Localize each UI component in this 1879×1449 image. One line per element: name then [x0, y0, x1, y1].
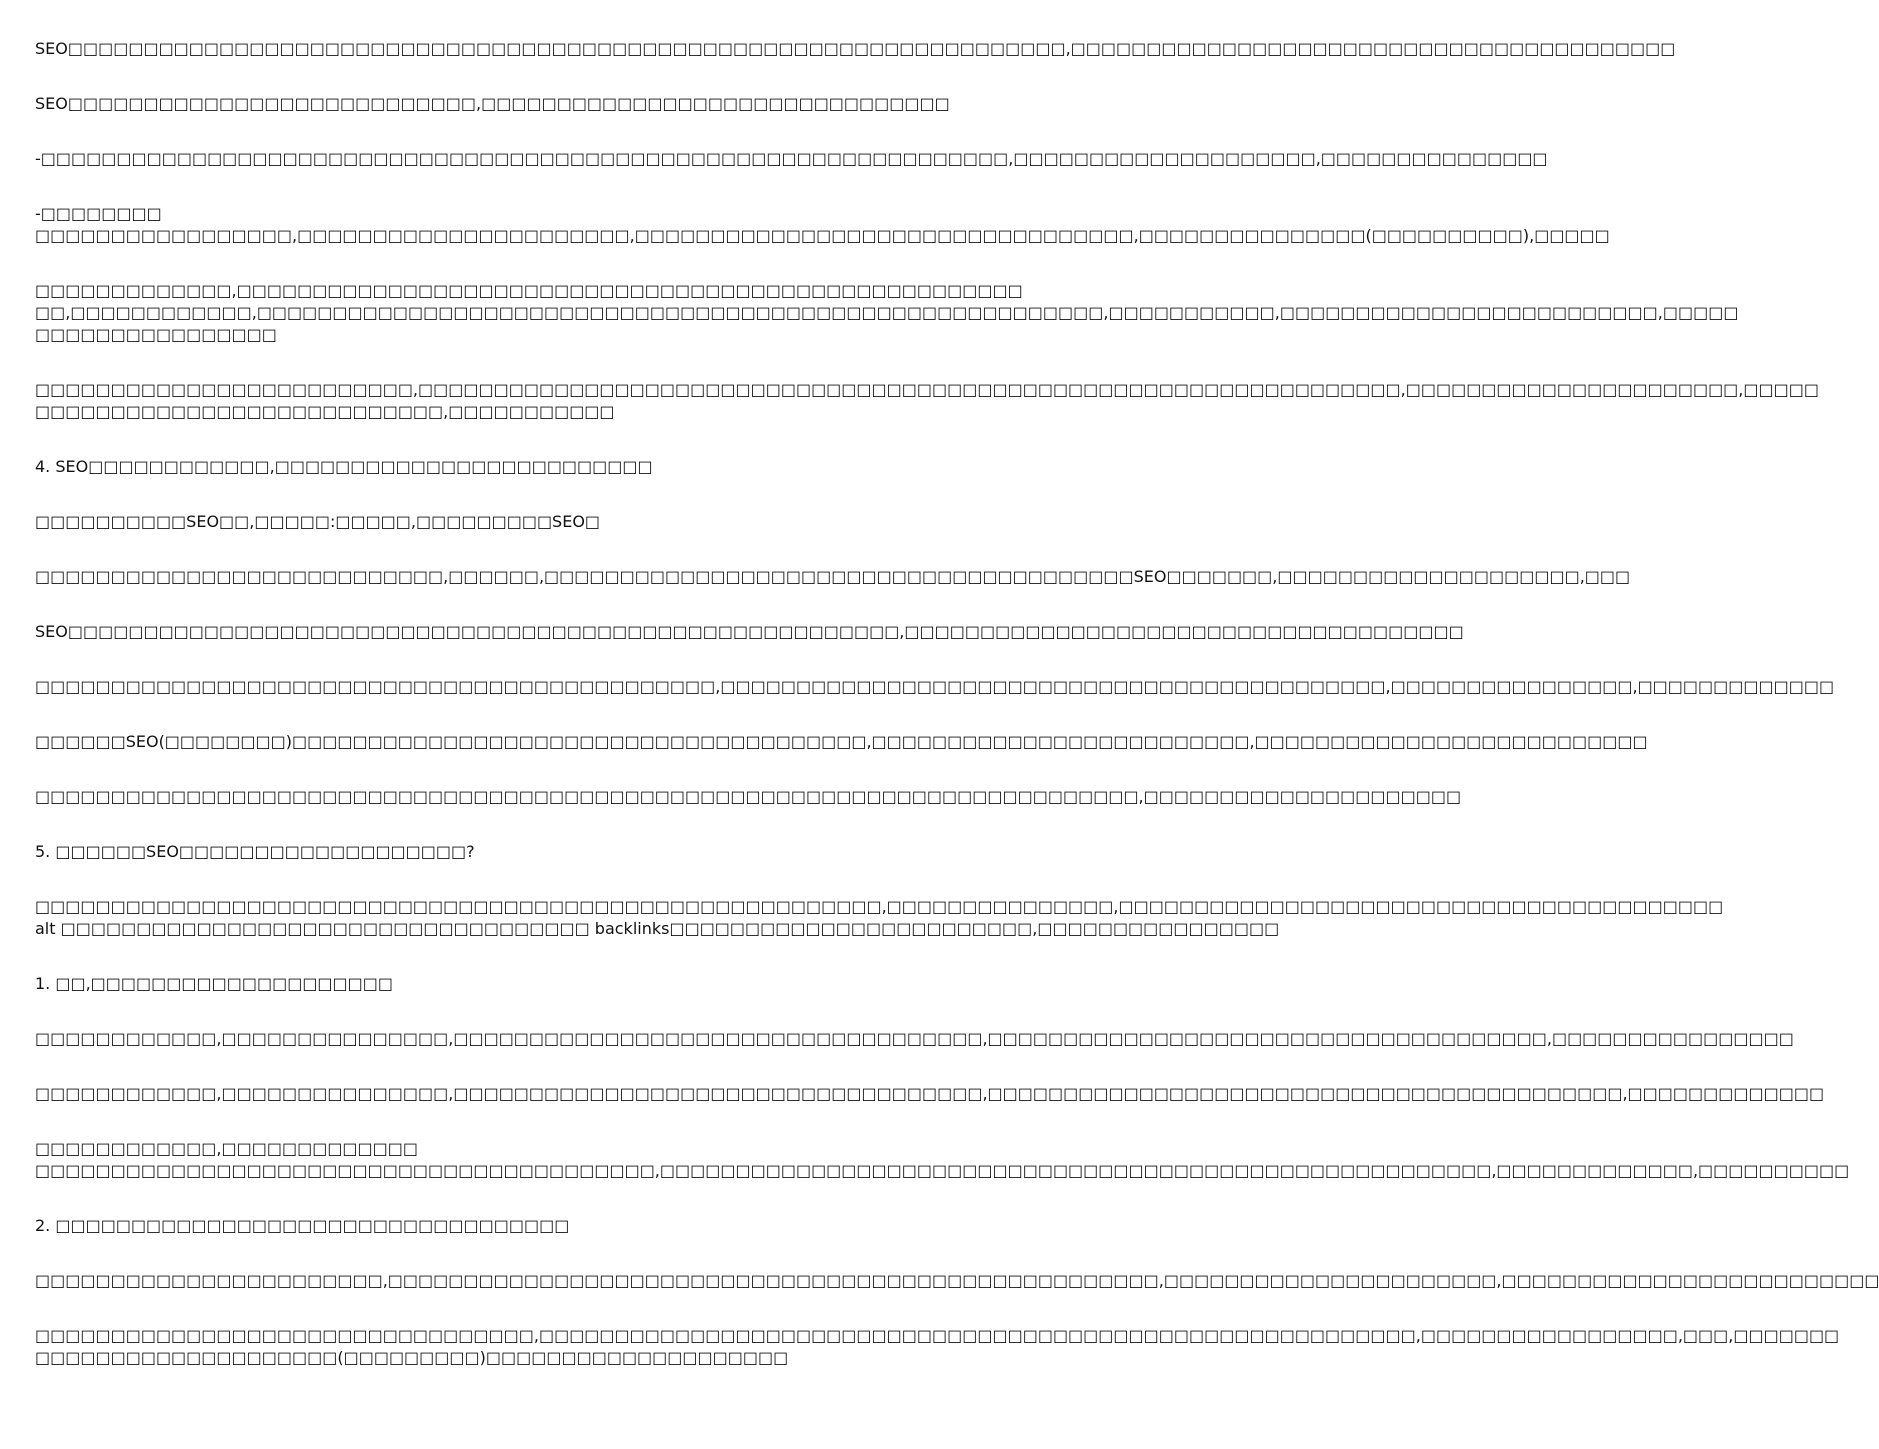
paragraph: [35, 148, 1548, 170]
paragraph-line: □□□□□□□□□□□□□□□□□□□□□□□□□□□,□□□□□□,□□□□□□□□□□□□□□□□□□□□□□□□□□□□□□□□□□□□□□□SEO□□□□□□□,□□□□□□□□□□□□□□□□□□□□,□□□: [35, 567, 1631, 586]
paragraph: [35, 731, 1648, 753]
paragraph-line: □□,□□□□□□□□□□□□,□□□□□□□□□□□□□□□□□□□□□□□□□□□□□□□□□□□□□□□□□□□□□□□□□□□□□□□□,□□□□□□□□□□□,□□□□□□□□□□□□□□□□□□□□□□□□□,□□□□□: [35, 303, 1739, 322]
paragraph-line: -□□□□□□□□□□□□□□□□□□□□□□□□□□□□□□□□□□□□□□□□□□□□□□□□□□□□□□□□□□□□□□□□,□□□□□□□□□□□□□□□□□□□□,□□□□□□□□□□□□□□□: [35, 149, 1548, 168]
paragraph-line: □□□□□□□□□□□□□□□□□□□□□□□□□□□□□□□□□□□□□□□□□□□□□,□□□□□□□□□□□□□□□□□□□□□□□□□□□□□□□□□□□□□□□□□□□□,□□□□□□□□□□□□□□□□,□□□□□□□□□□□□□: [35, 677, 1835, 696]
paragraph-line: □□□□□□□□□□□□□□□□□□□□□□□,□□□□□□□□□□□□□□□□□□□□□□□□□□□□□□□□□□□□□□□□□□□□□□□□□□□,□□□□□□□□□□□□□□□□□□□□□□,□□□□□□□□□□□□□□□□□□□□□□□□□: [35, 1271, 1879, 1290]
paragraph: [35, 1215, 990, 1237]
paragraph-line: 5. □□□□□□SEO□□□□□□□□□□□□□□□□□□□?: [35, 842, 475, 861]
paragraph: [35, 676, 1835, 698]
paragraph-line: □□□□□□□□□□□□□□□□□□□□□□□□□,□□□□□□□□□□□□□□□□□□□□□□□□□□□□□□□□□□□□□□□□□□□□□□□□□□□□□□□□□□□□□□□□□,□□□□□□□□□□□□□□□□□□□□□□,□□□□□: [35, 380, 1819, 399]
paragraph: [35, 1083, 1825, 1105]
paragraph-line: □□□□□□□□□□□□□□□□□□□□□□□□□□□□□□□□□□□□□□□□□□□□□□□□□□□□□□□□,□□□□□□□□□□□□□□□,□□□□□□□□□□□□□□□□□□□□□□□□□□□□□□□□□□□□□□□□: [35, 897, 1724, 916]
paragraph-line: □□□□□□□□□□□□□□□□□□□□□□□□□□□□□□□□□,□□□□□□□□□□□□□□□□□□□□□□□□□□□□□□□□□□□□□□□□□□□□□□□□□□□□□□□□□□,□□□□□□□□□□□□□□□□□,□□□,□□□□□□□: [35, 1326, 1840, 1345]
paragraph: [35, 456, 990, 478]
paragraph: [35, 93, 990, 115]
paragraph: [35, 896, 1724, 940]
paragraph-line: □□□□□□SEO(□□□□□□□□)□□□□□□□□□□□□□□□□□□□□□□□□□□□□□□□□□□□□□□,□□□□□□□□□□□□□□□□□□□□□□□□□,□□□□□□□□□□□□□□□□□□□□□□□□□□: [35, 732, 1648, 751]
paragraph-line: 1. □□,□□□□□□□□□□□□□□□□□□□□: [35, 974, 394, 993]
paragraph: [35, 38, 1676, 60]
paragraph: [35, 786, 1462, 808]
paragraph-line: -□□□□□□□□: [35, 204, 162, 223]
paragraph-line: □□□□□□□□□□□□□□□□: [35, 325, 277, 344]
paragraph: [35, 973, 990, 995]
paragraph-line: □□□□□□□□□□□□,□□□□□□□□□□□□□□□,□□□□□□□□□□□□□□□□□□□□□□□□□□□□□□□□□□□,□□□□□□□□□□□□□□□□□□□□□□□□□□□□□□□□□□□□□,□□□□□□□□□□□□□□□□: [35, 1029, 1794, 1048]
paragraph-line: □□□□□□□□□□□□,□□□□□□□□□□□□□: [35, 1139, 419, 1158]
paragraph-line: 2. □□□□□□□□□□□□□□□□□□□□□□□□□□□□□□□□□□: [35, 1216, 570, 1235]
paragraph: [35, 280, 1739, 346]
paragraph-line: SEO□□□□□□□□□□□□□□□□□□□□□□□□□□□□□□□□□□□□□□□□□□□□□□□□□□□□□□□□□□□□□□□□□□,□□□□□□□□□□□□□□□□□□□□□□□□□□□□□□□□□□□□□□□□: [35, 39, 1676, 58]
paragraph: [35, 621, 1464, 643]
paragraph-line: □□□□□□□□□□□□□□□□□,□□□□□□□□□□□□□□□□□□□□□□,□□□□□□□□□□□□□□□□□□□□□□□□□□□□□□□□□,□□□□□□□□□□□□□□□(□□□□□□□□□□),□□□□□: [35, 226, 1610, 245]
paragraph: [35, 841, 990, 863]
paragraph: [35, 511, 990, 533]
paragraph: [35, 379, 1819, 423]
paragraph-line: □□□□□□□□□□□□□,□□□□□□□□□□□□□□□□□□□□□□□□□□□□□□□□□□□□□□□□□□□□□□□□□□□□: [35, 281, 1023, 300]
paragraph-line: SEO□□□□□□□□□□□□□□□□□□□□□□□□□□□,□□□□□□□□□□□□□□□□□□□□□□□□□□□□□□□: [35, 94, 950, 113]
paragraph: [35, 1138, 1850, 1182]
paragraph-line: □□□□□□□□□□□□□□□□□□□□□□□□□□□,□□□□□□□□□□□: [35, 402, 615, 421]
paragraph: [35, 203, 1610, 247]
paragraph: [35, 1028, 1794, 1050]
paragraph: [35, 1325, 1840, 1369]
paragraph: [35, 1270, 1879, 1292]
paragraph: [35, 566, 1631, 588]
paragraph-line: □□□□□□□□□□SEO□□,□□□□□:□□□□□,□□□□□□□□□SEO□: [35, 512, 601, 531]
paragraph-line: □□□□□□□□□□□□□□□□□□□□□□□□□□□□□□□□□□□□□□□□□□□□□□□□□□□□□□□□□□□□□□□□□□□□□□□□□,□□□□□□□□□□□□□□□□□□□□□: [35, 787, 1462, 806]
paragraph-line: □□□□□□□□□□□□□□□□□□□□(□□□□□□□□□)□□□□□□□□□□□□□□□□□□□□: [35, 1348, 789, 1367]
paragraph-line: 4. SEO□□□□□□□□□□□□,□□□□□□□□□□□□□□□□□□□□□□□□□: [35, 457, 653, 476]
paragraph-line: □□□□□□□□□□□□,□□□□□□□□□□□□□□□,□□□□□□□□□□□□□□□□□□□□□□□□□□□□□□□□□□□,□□□□□□□□□□□□□□□□□□□□□□□□□□□□□□□□□□□□□□□□□□,□□□□□□□□□□□□□: [35, 1084, 1825, 1103]
paragraph-line: SEO□□□□□□□□□□□□□□□□□□□□□□□□□□□□□□□□□□□□□□□□□□□□□□□□□□□□□□□,□□□□□□□□□□□□□□□□□□□□□□□□□□□□□□□□□□□□□: [35, 622, 1464, 641]
paragraph-line: □□□□□□□□□□□□□□□□□□□□□□□□□□□□□□□□□□□□□□□□□,□□□□□□□□□□□□□□□□□□□□□□□□□□□□□□□□□□□□□□□□□□□□□□□□□□□□□□□,□□□□□□□□□□□□□,□□□□□□□□□□: [35, 1161, 1850, 1180]
paragraph-line: alt □□□□□□□□□□□□□□□□□□□□□□□□□□□□□□□□□□□ backlinks□□□□□□□□□□□□□□□□□□□□□□□□,□□□□□□□□□□□□□□□□: [35, 919, 1280, 938]
